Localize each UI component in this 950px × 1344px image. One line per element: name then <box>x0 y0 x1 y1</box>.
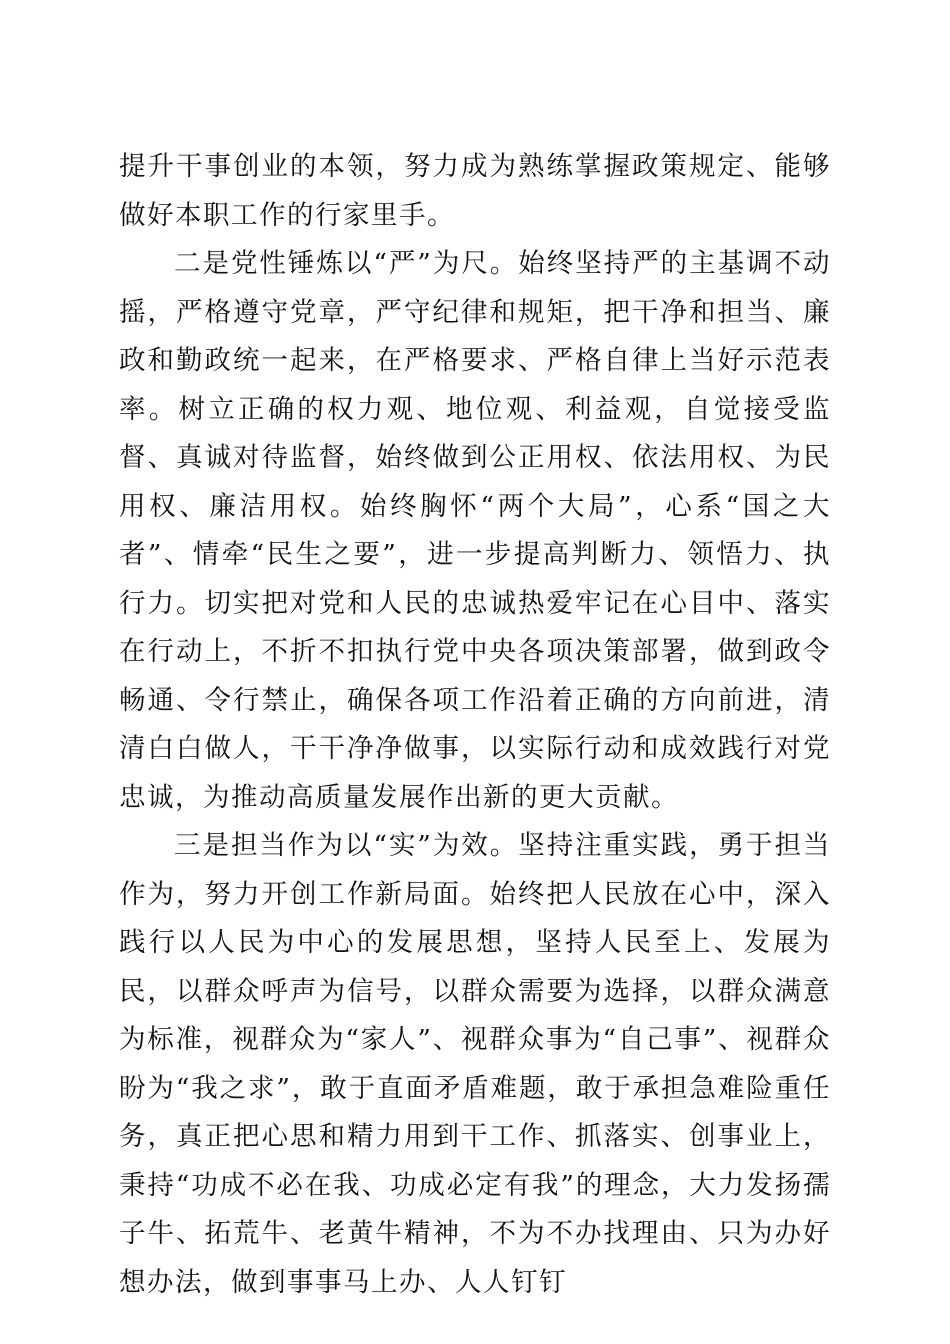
paragraph-responsibility <box>119 822 831 1307</box>
paragraph-text: 提升干事创业的本领，努力成为熟练掌握政策规定、能够做好本职工作的行家里手。 <box>119 151 831 231</box>
paragraph-text: 始终坚持严的主基调不动摇，严格遵守党章，严守纪律和规矩，把干净和担当、廉政和勤政统一起来，在严格要求、严格自律上当好示范表率。树立正确的权力观、地位观、利益观，自觉接受监督、真诚对待监督，始终做到公正用权、依法用权、为民用权、廉洁用权。始终胸怀“两个大局”，心系“国之大者”、情牵“民生之要”，进一步提高判断力、领悟力、执行力。切实把对党和人民的忠诚热爱牢记在心目中、落实在行动上，不折不扣执行党中央各项决策部署，做到政令畅通、令行禁止，确保各项工作沿着正确的方向前进，清清白白做人，干干净净做事，以实际行动和成效践行对党忠诚，为推动高质量发展作出新的更大贡献。 <box>119 248 832 813</box>
paragraph-party-discipline <box>119 240 831 822</box>
paragraph-lead: 三是担当作为以“实”为效。 <box>174 830 519 861</box>
paragraph-lead: 二是党性锤炼以“严”为尺。 <box>174 248 519 279</box>
paragraph-text: 坚持注重实践，勇于担当作为，努力开创工作新局面。始终把人民放在心中，深入践行以人民为中心的发展思想，坚持人民至上、发展为民，以群众呼声为信号，以群众需要为选择，以群众满意为标准，视群众为“家人”、视群众事为“自己事”、视群众盼为“我之求”，敢于直面矛盾难题，敢于承担急难险重任务，真正把心思和精力用到干工作、抓落实、创事业上，秉持“功成不必在我、功成必定有我”的理念，大力发扬孺子牛、拓荒牛、老黄牛精神，不为不办找理由、只为办好想办法，做到事事马上办、人人钉钉 <box>119 830 832 1298</box>
paragraph-continuation <box>119 143 831 240</box>
document-body <box>119 143 831 1307</box>
